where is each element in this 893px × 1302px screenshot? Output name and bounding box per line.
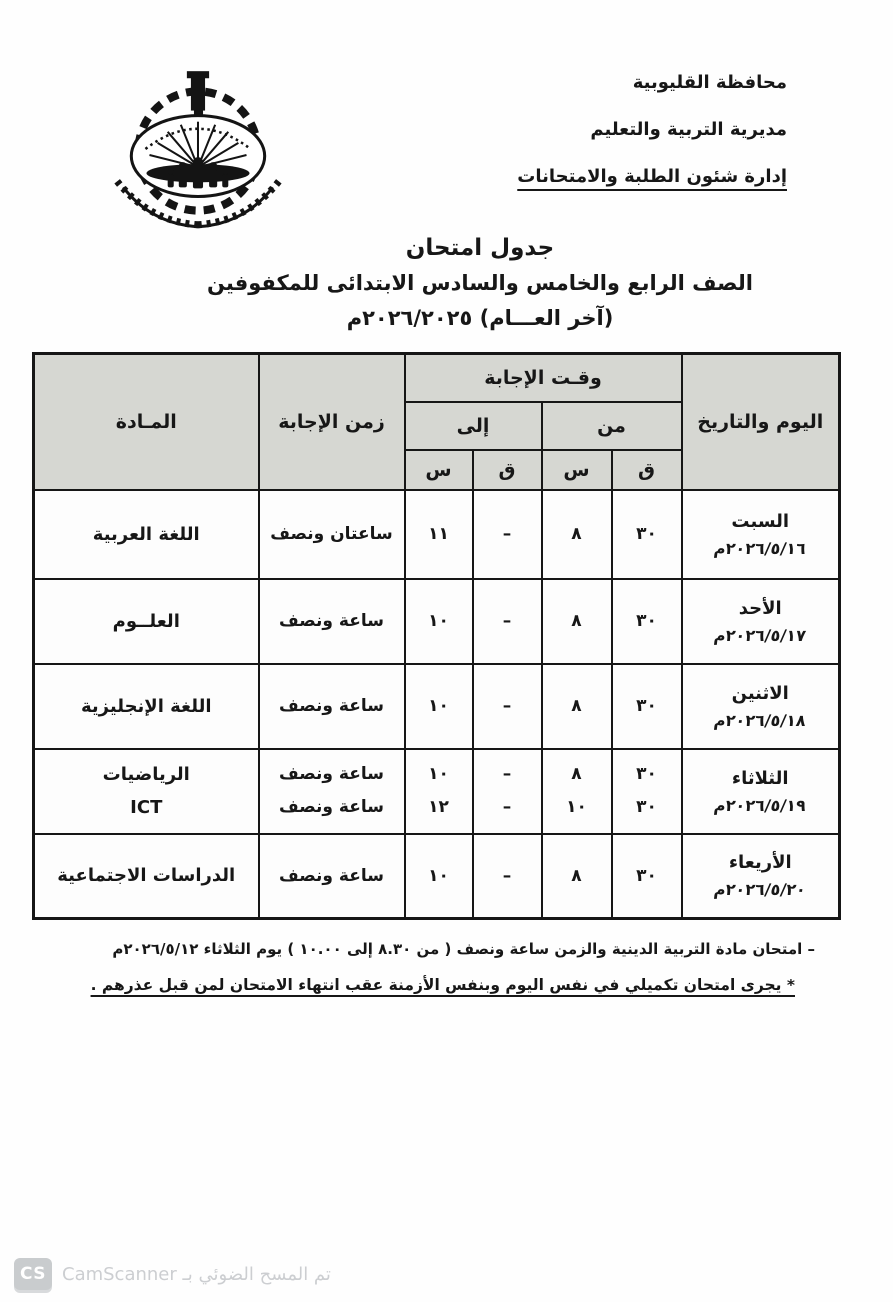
exam-row-monday (34, 664, 840, 749)
exam-date: ٢٠٢٦/٥/١٨م (713, 710, 808, 730)
from-hours-cell: ٨ ١٠ (542, 749, 612, 834)
from-column-header: من (542, 402, 682, 450)
camscanner-watermark (14, 1258, 331, 1290)
to-hours-header: س (405, 450, 473, 490)
from-minutes-cell: ٣٠ (612, 664, 682, 749)
day-date-cell (682, 579, 840, 664)
to-minutes-cell: – (473, 664, 542, 749)
exam-date: ٢٠٢٦/٥/١٩م (713, 795, 808, 815)
exam-year-subtitle: (آخر العـــام) ٢٠٢٦/٢٠٢٥م (346, 306, 614, 330)
from-minutes-cell: ٣٠ ٣٠ (612, 749, 682, 834)
makeup-exam-note: * يجرى امتحان تكميلي في نفس اليوم وبنفس الأزمنة عقب انتهاء الامتحان لمن قبل عذرهم . (90, 976, 795, 994)
exam-grades-subtitle: الصف الرابع والخامس والسادس الابتدائى للمكفوفين (207, 271, 753, 295)
from-hours-header: س (542, 450, 612, 490)
day-name: الأريعاء (728, 852, 792, 874)
subject-cell: الرياضيات ICT (34, 749, 259, 834)
org-line-governorate: محافظة القليوبية (632, 72, 787, 93)
to-hours-cell: ١٠ (405, 834, 473, 919)
exam-schedule-table (32, 352, 841, 920)
from-minutes-header: ق (612, 450, 682, 490)
to-hours-cell: ١١ (405, 490, 473, 579)
day-date-column-header: اليوم والتاريخ (682, 354, 840, 490)
day-name: الأحد (738, 597, 782, 619)
camscanner-logo-icon: CS (14, 1258, 52, 1290)
exam-row-tuesday (34, 749, 840, 834)
from-hours-cell: ٨ (542, 579, 612, 664)
subject-cell: العلــوم (34, 579, 259, 664)
to-minutes-header: ق (473, 450, 542, 490)
from-hours-cell: ٨ (542, 664, 612, 749)
to-minutes-cell: – (473, 834, 542, 919)
ministry-emblem-icon (103, 70, 295, 232)
to-minutes-cell: – – (473, 749, 542, 834)
exam-date: ٢٠٢٦/٥/٢٠م (713, 880, 808, 900)
exam-row-wednesday (34, 834, 840, 919)
duration-cell: ساعة ونصف (259, 664, 405, 749)
day-name: السبت (731, 510, 790, 532)
subject-cell: الدراسات الاجتماعية (34, 834, 259, 919)
to-minutes-cell: – (473, 490, 542, 579)
from-minutes-cell: ٣٠ (612, 490, 682, 579)
day-name: الاثنين (731, 682, 789, 704)
day-date-cell (682, 749, 840, 834)
duration-column-header: زمن الإجابة (259, 354, 405, 490)
to-minutes-cell: – (473, 579, 542, 664)
day-date-cell (682, 490, 840, 579)
from-hours-cell: ٨ (542, 490, 612, 579)
religion-exam-note: – امتحان مادة التربية الدينية والزمن ساعة ونصف ( من ٨.٣٠ إلى ١٠.٠٠ ) يوم الثلاثاء ٢٠٢٦/٥/١٢م (112, 940, 815, 958)
to-hours-cell: ١٠ ١٢ (405, 749, 473, 834)
exam-date: ٢٠٢٦/٥/١٦م (713, 538, 808, 558)
day-date-cell (682, 834, 840, 919)
notes-section (40, 937, 815, 994)
day-date-cell (682, 664, 840, 749)
from-minutes-cell: ٣٠ (612, 579, 682, 664)
org-header (517, 72, 787, 213)
exam-row-sunday (34, 579, 840, 664)
ministry-emblem (103, 70, 295, 232)
to-hours-cell: ١٠ (405, 664, 473, 749)
exam-title: جدول امتحان (405, 235, 555, 261)
to-hours-cell: ١٠ (405, 579, 473, 664)
exam-date: ٢٠٢٦/٥/١٧م (713, 625, 808, 645)
subject-column-header: المـادة (34, 354, 259, 490)
org-line-directorate: مديرية التربية والتعليم (590, 119, 787, 140)
from-minutes-cell: ٣٠ (612, 834, 682, 919)
to-column-header: إلى (405, 402, 542, 450)
org-line-department: إدارة شئون الطلبة والامتحانات (517, 166, 787, 187)
title-block (67, 231, 893, 336)
duration-cell: ساعة ونصف (259, 579, 405, 664)
duration-cell: ساعة ونصف ساعة ونصف (259, 749, 405, 834)
answer-time-column-header: وقـت الإجابة (405, 354, 682, 402)
exam-row-saturday (34, 490, 840, 579)
from-hours-cell: ٨ (542, 834, 612, 919)
duration-cell: ساعتان ونصف (259, 490, 405, 579)
subject-cell: اللغة العربية (34, 490, 259, 579)
day-name: الثلاثاء (731, 767, 789, 789)
subject-cell: اللغة الإنجليزية (34, 664, 259, 749)
camscanner-label: تم المسح الضوئي بـ CamScanner (62, 1263, 331, 1285)
duration-cell: ساعة ونصف (259, 834, 405, 919)
